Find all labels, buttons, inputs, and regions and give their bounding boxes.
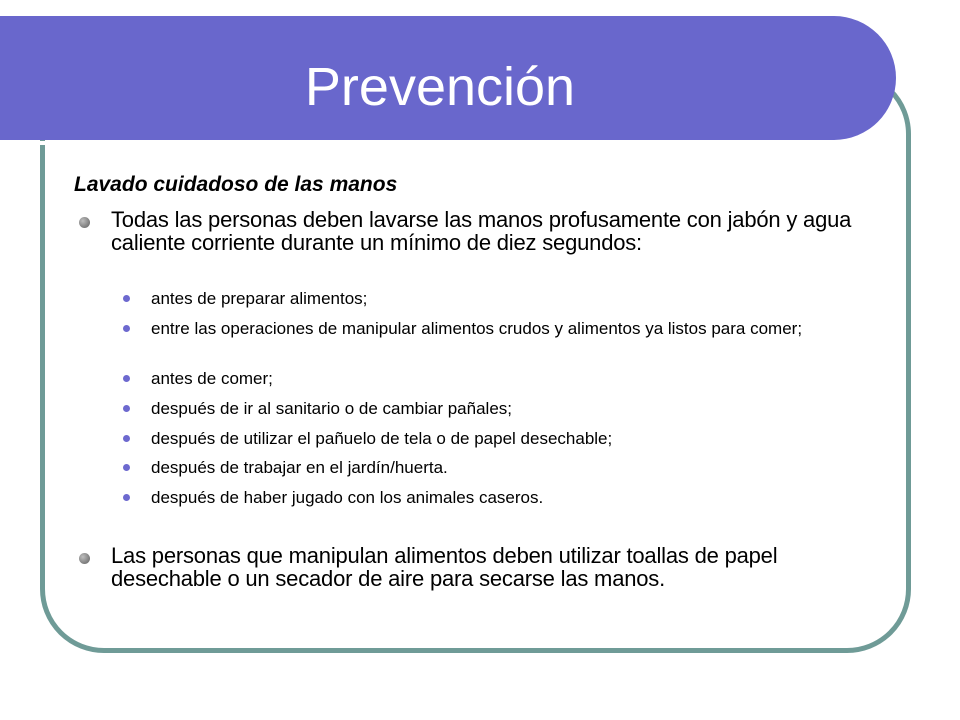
sub-bullet-text: antes de preparar alimentos; xyxy=(151,289,368,308)
sub-bullet-item xyxy=(151,290,876,307)
main-bullet-item xyxy=(111,544,881,590)
sub-bullet-item xyxy=(151,489,876,506)
bullet-icon xyxy=(123,435,130,442)
bullet-icon xyxy=(123,464,130,471)
sub-bullet-text: después de utilizar el pañuelo de tela o de papel desechable; xyxy=(151,429,613,448)
sub-bullet-text: después de trabajar en el jardín/huerta. xyxy=(151,458,448,477)
sub-bullet-text: después de ir al sanitario o de cambiar pañales; xyxy=(151,399,512,418)
sub-bullet-item xyxy=(151,370,876,387)
bullet-icon xyxy=(79,553,90,564)
sub-bullet-item xyxy=(151,459,876,476)
sub-bullet-item xyxy=(151,400,876,417)
main-bullet-text: Todas las personas deben lavarse las manos profusamente con jabón y agua caliente corriente durante un mínimo de diez segundos: xyxy=(111,207,852,255)
title-underline xyxy=(40,141,848,145)
title-band xyxy=(0,16,896,140)
main-bullet-item xyxy=(111,208,871,254)
sub-bullet-text: antes de comer; xyxy=(151,369,273,388)
sub-bullet-text: después de haber jugado con los animales caseros. xyxy=(151,488,544,507)
main-bullet-text: Las personas que manipulan alimentos deben utilizar toallas de papel desechable o un secador de aire para secarse las manos. xyxy=(111,543,778,591)
bullet-icon xyxy=(123,325,130,332)
bullet-icon xyxy=(123,375,130,382)
bullet-icon xyxy=(79,217,90,228)
sub-bullet-text: entre las operaciones de manipular alimentos crudos y alimentos ya listos para comer; xyxy=(151,319,803,338)
bullet-icon xyxy=(123,405,130,412)
section-heading: Lavado cuidadoso de las manos xyxy=(74,173,398,196)
sub-bullet-item xyxy=(151,430,876,447)
bullet-icon xyxy=(123,494,130,501)
bullet-icon xyxy=(123,295,130,302)
sub-bullet-item xyxy=(151,320,876,337)
slide-title: Prevención xyxy=(304,57,576,117)
